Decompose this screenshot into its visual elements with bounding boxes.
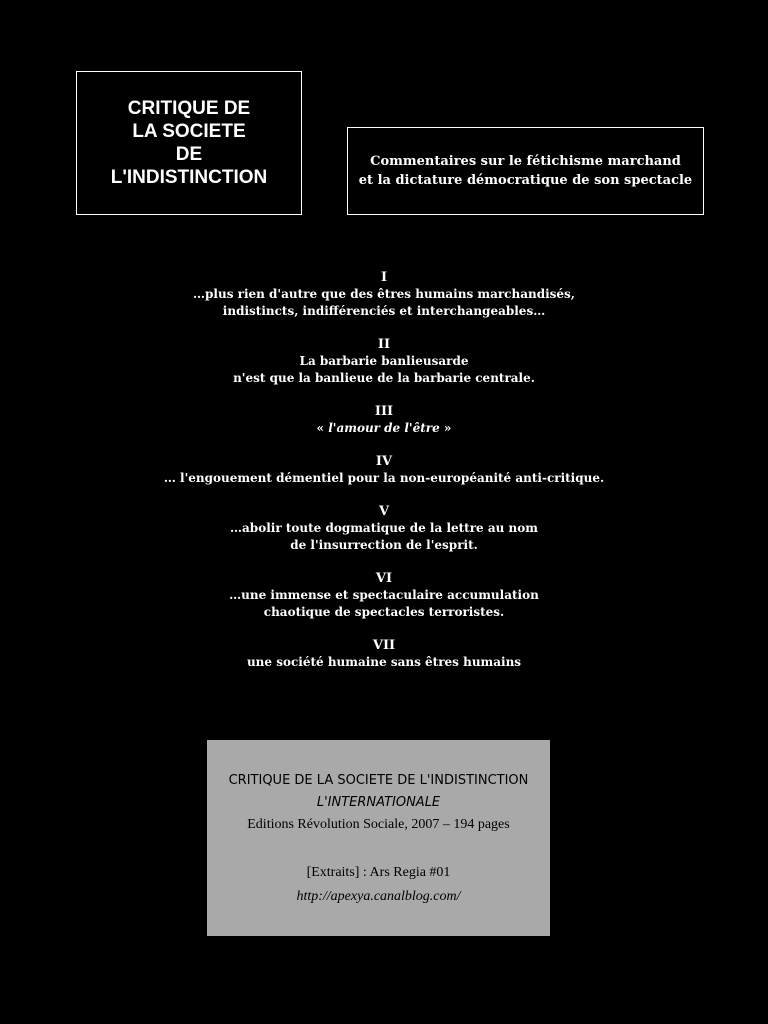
section-line: chaotique de spectacles terroristes. [263, 605, 505, 619]
title-line: L'INDISTINCTION [110, 167, 268, 188]
quote-open: « [316, 421, 329, 435]
title-line: DE [175, 144, 203, 165]
section-1 [0, 269, 768, 320]
section-number: IV [375, 454, 393, 469]
book-info-box [207, 740, 550, 936]
section-line: …abolir toute dogmatique de la lettre au nom [230, 521, 538, 535]
subtitle-line: et la dictature démocratique de son spectacle [358, 173, 693, 188]
section-number: II [377, 337, 391, 352]
section-7 [0, 637, 768, 671]
book-publisher: Editions Révolution Sociale, 2007 – 194 pages [247, 817, 510, 832]
section-italic: l'amour de l'être [328, 421, 440, 435]
section-number: III [374, 404, 394, 419]
quote-close: » [439, 421, 452, 435]
book-title: CRITIQUE DE LA SOCIETE DE L'INDISTINCTION [228, 773, 529, 788]
section-3 [0, 403, 768, 437]
sections-list [0, 269, 768, 687]
section-line: …une immense et spectaculaire accumulation [229, 588, 539, 602]
section-2 [0, 336, 768, 387]
book-author: L'INTERNATIONALE [316, 795, 441, 810]
section-line: indistincts, indifférenciés et interchangeables… [222, 304, 546, 318]
section-line: …plus rien d'autre que des êtres humains marchandisés, [193, 287, 575, 301]
section-number: VII [372, 638, 396, 653]
section-line: une société humaine sans êtres humains [246, 655, 522, 669]
title-box [76, 71, 302, 215]
section-line [0, 420, 768, 437]
subtitle-box [347, 127, 704, 215]
section-6 [0, 570, 768, 621]
section-line: n'est que la banlieue de la barbarie centrale. [233, 371, 535, 385]
section-line: La barbarie banlieusarde [299, 354, 469, 368]
main-title [111, 97, 268, 189]
subtitle [359, 152, 692, 190]
section-line: de l'insurrection de l'esprit. [290, 538, 478, 552]
title-line: CRITIQUE DE [127, 98, 251, 119]
section-4 [0, 453, 768, 487]
section-number: VI [375, 571, 393, 586]
section-number: V [378, 504, 390, 519]
book-extract: [Extraits] : Ars Regia #01 [306, 865, 451, 880]
section-number: I [380, 270, 388, 285]
subtitle-line: Commentaires sur le fétichisme marchand [370, 154, 681, 169]
section-5 [0, 503, 768, 554]
title-line: LA SOCIETE [132, 121, 246, 142]
book-url-link[interactable]: http://apexya.canalblog.com/ [296, 889, 461, 904]
section-line: … l'engouement démentiel pour la non-européanité anti-critique. [163, 471, 605, 485]
